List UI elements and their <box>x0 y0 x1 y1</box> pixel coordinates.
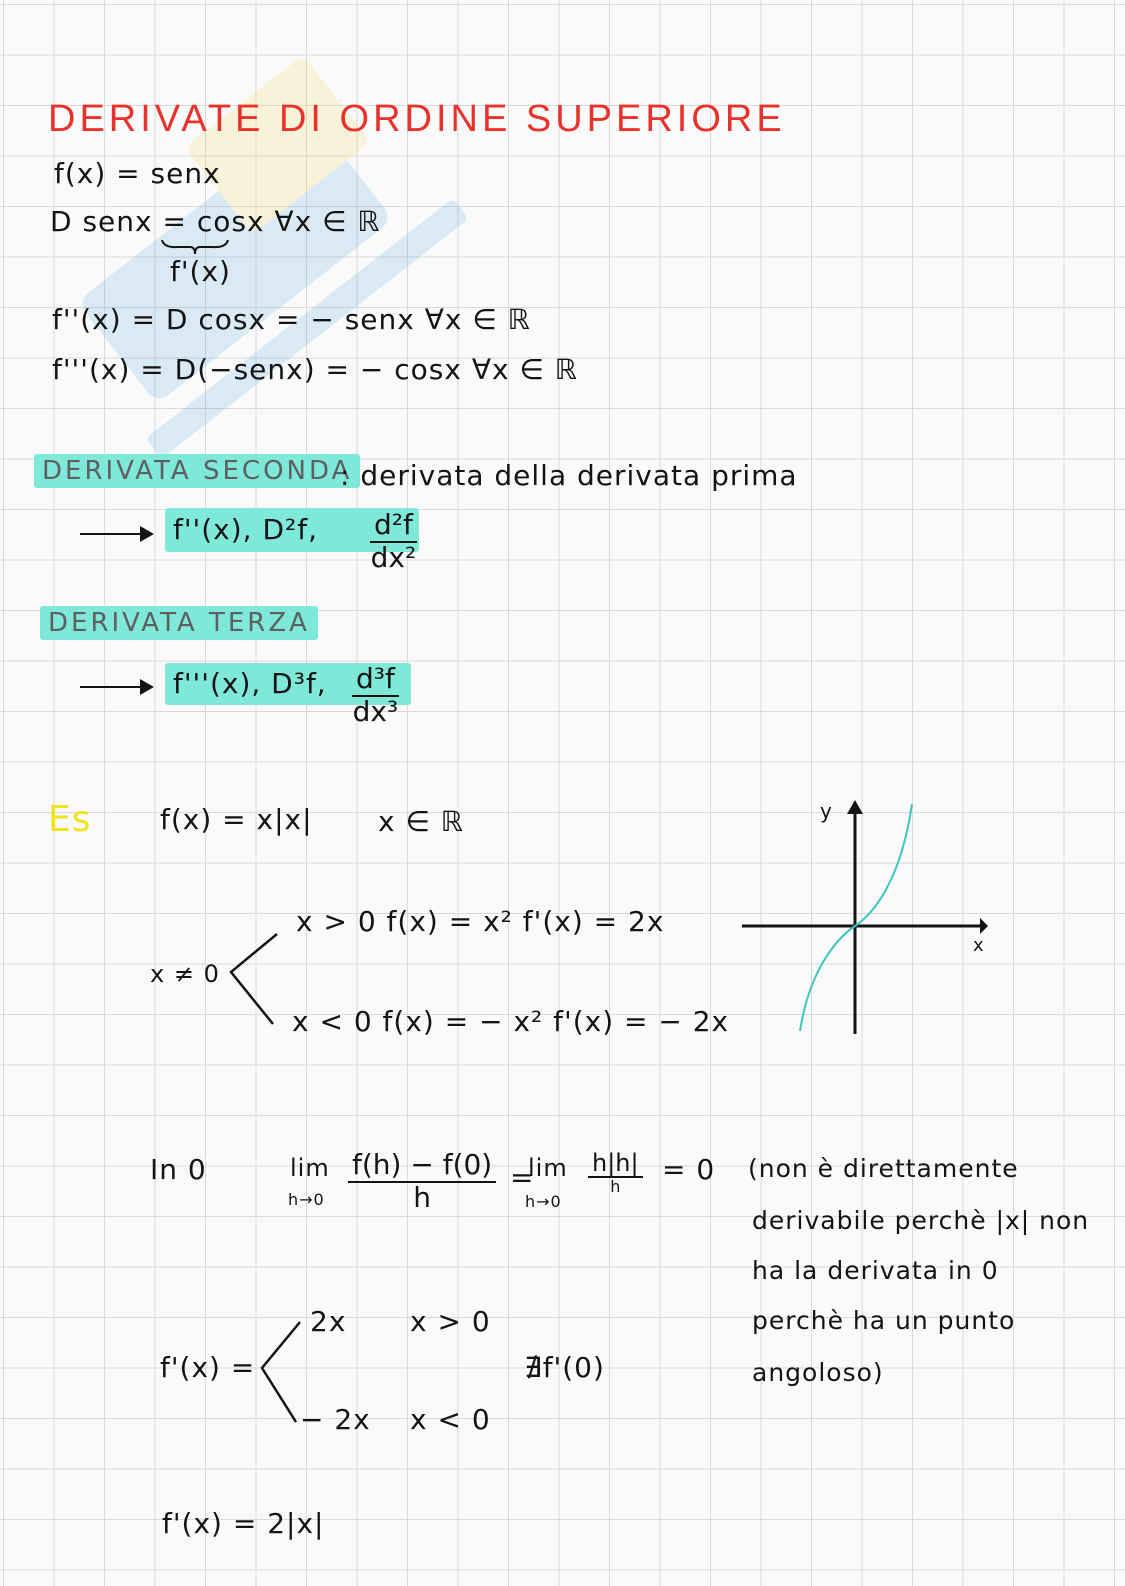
piecewise-bottom-value: − 2x <box>300 1403 371 1436</box>
intro-line-2: D senx = cosx ∀x ∈ ℝ <box>50 205 381 238</box>
example-label: Es <box>48 799 92 840</box>
piecewise-bracket <box>256 1318 306 1428</box>
case-condition: x ≠ 0 <box>150 960 220 988</box>
limit-frac-2-den: h <box>610 1177 621 1197</box>
page-title: DERIVATE DI ORDINE SUPERIORE <box>48 98 786 140</box>
not-exists-derivative: ∄f'(0) <box>524 1351 605 1384</box>
arrow-third <box>80 686 150 688</box>
limit-result: = 0 <box>662 1153 716 1186</box>
limit-lim-2: lim <box>528 1154 568 1182</box>
limit-frac-2-num: h|h| <box>588 1150 643 1178</box>
limit-sub-1: h→0 <box>288 1190 325 1209</box>
limit-frac-1-den: h <box>413 1180 431 1214</box>
heading-third-derivative: DERIVATA TERZA <box>40 606 318 640</box>
limit-equals: = <box>510 1161 535 1194</box>
second-notation-text: f''(x), D²f, <box>173 513 319 546</box>
piecewise-lhs: f'(x) = <box>160 1351 256 1384</box>
limit-lim-1: lim <box>290 1154 330 1182</box>
example-domain: x ∈ ℝ <box>378 805 464 838</box>
intro-line-4: f'''(x) = D(−senx) = − cosx ∀x ∈ ℝ <box>52 353 578 386</box>
note-line-3: ha la derivata in 0 <box>752 1256 999 1285</box>
piecewise-bottom-condition: x < 0 <box>410 1403 491 1436</box>
example-function: f(x) = x|x| <box>160 803 313 836</box>
note-line-4: perchè ha un punto <box>752 1306 1016 1335</box>
note-line-2: derivabile perchè |x| non <box>752 1206 1090 1235</box>
third-frac-den: dx³ <box>352 694 399 728</box>
second-frac-num: d²f <box>370 510 417 543</box>
graph-y-label: y <box>820 799 832 823</box>
piecewise-top-value: 2x <box>310 1305 347 1338</box>
limit-frac-2 <box>588 1150 643 1196</box>
final-result: f'(x) = 2|x| <box>162 1507 325 1540</box>
second-derivative-definition: : derivata della derivata prima <box>340 459 798 492</box>
second-frac <box>370 510 417 574</box>
graph-x-arrow-icon <box>980 918 988 934</box>
piecewise-top-condition: x > 0 <box>410 1305 491 1338</box>
case-positive: x > 0 f(x) = x² f'(x) = 2x <box>296 905 665 938</box>
intro-line-3: f''(x) = D cosx = − senx ∀x ∈ ℝ <box>52 303 531 336</box>
limit-prefix: In 0 <box>150 1153 207 1186</box>
limit-frac-1 <box>348 1150 496 1214</box>
graph-x-label: x <box>973 935 984 956</box>
case-bracket <box>225 930 285 1030</box>
limit-frac-1-num: f(h) − f(0) <box>348 1150 496 1183</box>
arrow-second <box>80 533 150 535</box>
case-negative: x < 0 f(x) = − x² f'(x) = − 2x <box>292 1005 730 1038</box>
note-line-1: (non è direttamente <box>748 1154 1019 1183</box>
second-frac-den: dx² <box>370 540 417 574</box>
third-notation-text: f'''(x), D³f, <box>173 667 327 700</box>
heading-second-derivative: DERIVATA SECONDA <box>34 454 360 488</box>
intro-line-1: f(x) = senx <box>54 157 221 190</box>
third-frac-num: d³f <box>352 664 399 697</box>
limit-sub-2: h→0 <box>525 1192 562 1211</box>
note-line-5: angoloso) <box>752 1358 884 1387</box>
graph-x-abs-x <box>740 796 1000 1041</box>
third-frac <box>352 664 399 728</box>
underbrace-label: f'(x) <box>170 255 231 288</box>
underbrace <box>160 238 230 256</box>
graph-y-arrow-icon <box>847 800 863 814</box>
